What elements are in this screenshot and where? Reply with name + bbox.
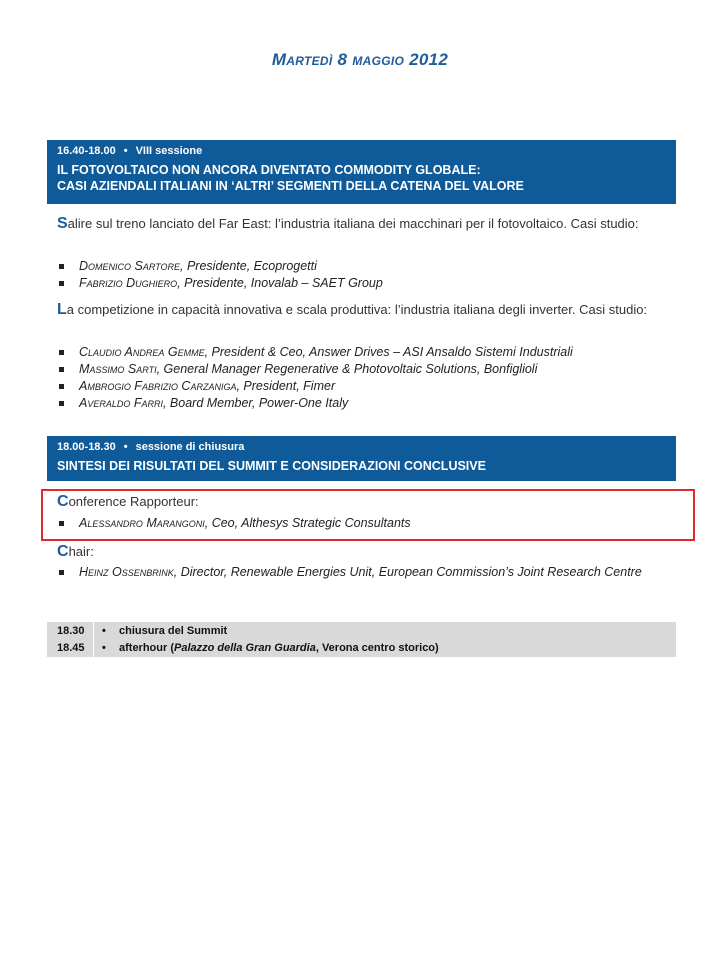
closing-session-name: sessione di chiusura [135, 441, 245, 453]
speaker-list-inverter [57, 344, 677, 412]
speaker-name: Domenico Sartore [79, 259, 181, 273]
square-bullet-icon [59, 281, 64, 286]
row-time: 18.30 [57, 625, 85, 637]
table-row [47, 623, 676, 639]
row-label-pre: afterhour ( [119, 642, 174, 654]
closing-session-header [47, 436, 676, 481]
topic-initial: S [57, 215, 68, 232]
chair-list [57, 564, 677, 581]
speaker-role: , Presidente, Inovalab – SAET Group [177, 276, 383, 290]
speaker-role: , Presidente, Ecoprogetti [180, 259, 317, 273]
topic-initial: C [57, 493, 69, 510]
bullet-icon: • [102, 642, 106, 654]
list-item [57, 361, 677, 378]
session-8-header [47, 140, 676, 204]
row-label [119, 640, 439, 656]
speaker-name: Massimo Sarti [79, 362, 157, 376]
table-row [47, 640, 676, 656]
square-bullet-icon [59, 401, 64, 406]
list-item [57, 344, 677, 361]
square-bullet-icon [59, 570, 64, 575]
speaker-name: Heinz Ossenbrink [79, 565, 174, 579]
list-item [57, 258, 677, 275]
closing-session-time: 18.00-18.30 [57, 441, 116, 453]
list-item [57, 564, 677, 581]
speaker-name: Ambrogio Fabrizio Carzaniga [79, 379, 237, 393]
topic-initial: C [57, 543, 69, 560]
session-8-title-line-2: CASI AZIENDALI ITALIANI IN ‘ALTRI’ SEGMENTI DELLA CATENA DEL VALORE [57, 179, 524, 193]
square-bullet-icon [59, 384, 64, 389]
list-item [57, 378, 677, 395]
session-8-name: VIII sessione [135, 145, 203, 157]
speaker-role: , Ceo, Althesys Strategic Consultants [204, 516, 411, 530]
speaker-name: Claudio Andrea Gemme [79, 345, 205, 359]
bullet-icon: • [102, 625, 106, 637]
session-8-title-line-1: IL FOTOVOLTAICO NON ANCORA DIVENTATO COMMODITY GLOBALE: [57, 163, 481, 177]
speaker-name: Alessandro Marangoni [79, 516, 205, 530]
closing-session-title: SINTESI DEI RISULTATI DEL SUMMIT E CONSIDERAZIONI CONCLUSIVE [57, 459, 486, 473]
bullet-icon: • [123, 145, 128, 157]
row-label-post: , Verona centro storico) [315, 642, 439, 654]
page-title: Martedì 8 maggio 2012 [271, 50, 449, 69]
row-label-venue: Palazzo della Gran Guardia [174, 642, 316, 654]
row-label: chiusura del Summit [119, 625, 228, 637]
topic-inverter [57, 300, 667, 320]
speaker-list-machinery [57, 258, 677, 292]
speaker-role: , General Manager Regenerative & Photovoltaic Solutions, Bonfiglioli [156, 362, 538, 376]
topic-text: a competizione in capacità innovativa e scala produttiva: l’industria italiana degli inverter. Casi studio: [66, 302, 648, 317]
session-8-time-line [57, 145, 666, 157]
list-item [57, 395, 677, 412]
square-bullet-icon [59, 367, 64, 372]
chair-heading [57, 542, 667, 562]
rapporteur-label: onference Rapporteur: [68, 494, 199, 509]
square-bullet-icon [59, 264, 64, 269]
speaker-name: Averaldo Farri [79, 396, 163, 410]
square-bullet-icon [59, 350, 64, 355]
highlight-box [41, 489, 695, 541]
speaker-role: , President & Ceo, Answer Drives – ASI Ansaldo Sistemi Industriali [204, 345, 573, 359]
list-item [57, 275, 677, 292]
topic-machinery [57, 214, 667, 234]
topic-text: alire sul treno lanciato del Far East: l’industria italiana dei macchinari per il fotovoltaico. Casi studio: [67, 216, 639, 231]
row-time: 18.45 [57, 642, 85, 654]
closing-table [47, 622, 676, 657]
topic-initial: L [57, 301, 67, 318]
speaker-role: , President, Fimer [236, 379, 336, 393]
closing-session-time-line [57, 441, 666, 453]
chair-label: hair: [68, 544, 94, 559]
speaker-name: Fabrizio Dughiero [79, 276, 178, 290]
speaker-role: , Board Member, Power-One Italy [162, 396, 349, 410]
speaker-role: , Director, Renewable Energies Unit, European Commission’s Joint Research Centre [173, 565, 642, 579]
session-8-time: 16.40-18.00 [57, 145, 116, 157]
bullet-icon: • [123, 441, 128, 453]
